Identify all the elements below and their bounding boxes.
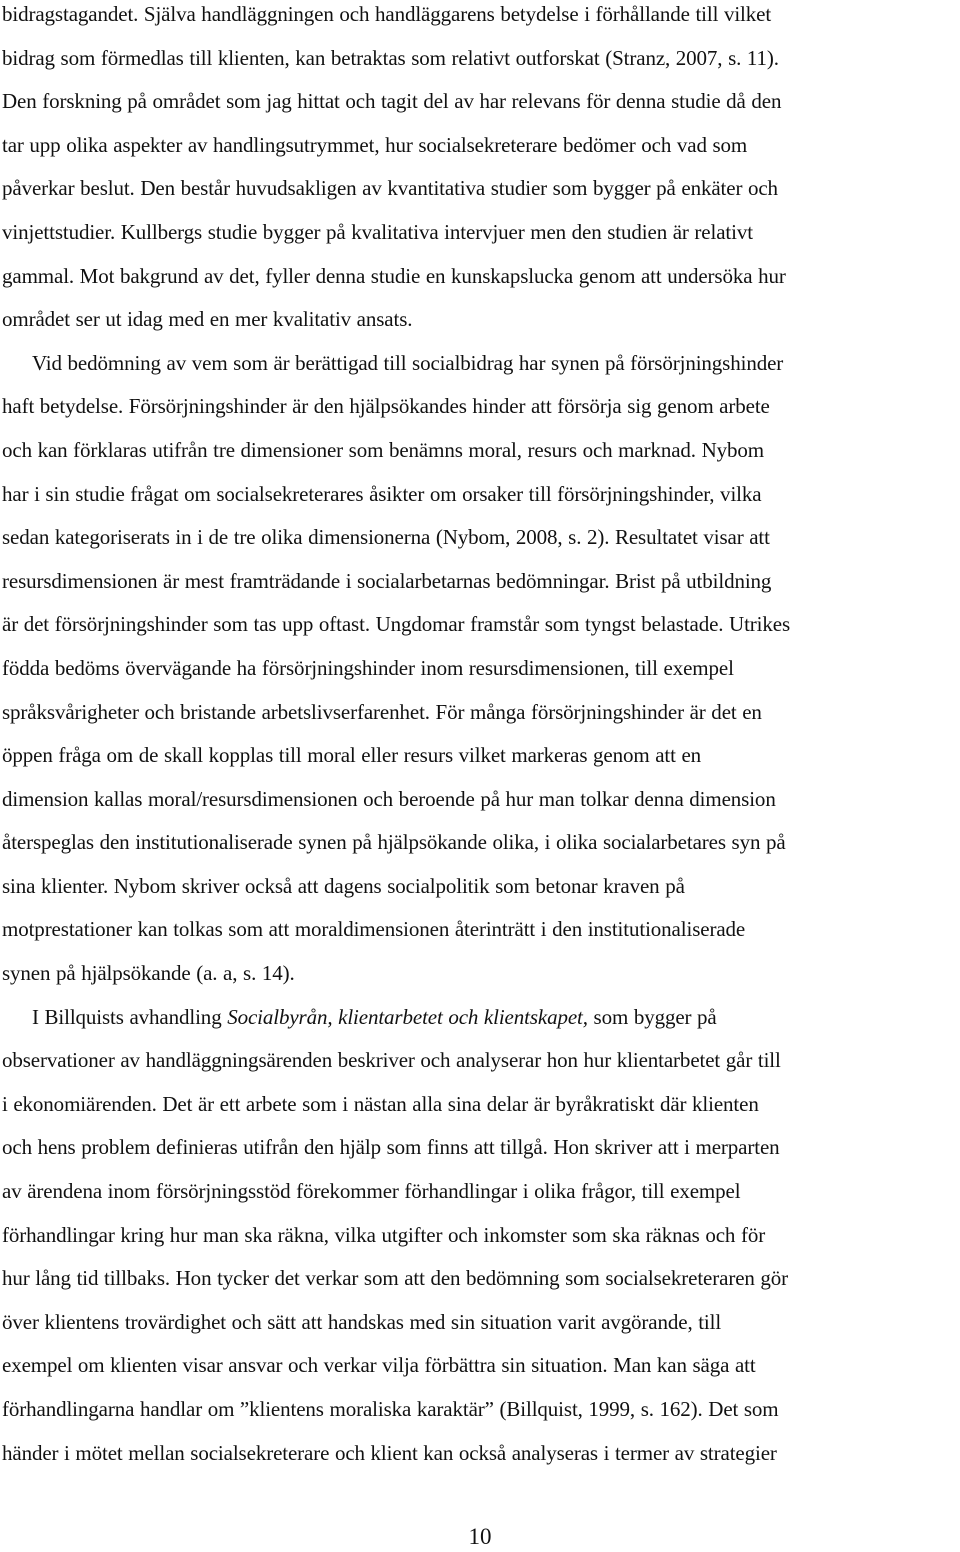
text-line: födda bedöms övervägande ha försörjningshinder inom resursdimensionen, till exempel (2, 655, 734, 680)
text-line: påverkar beslut. Den består huvudsakligen av kvantitativa studier som bygger på enkäter och (2, 176, 778, 201)
text-line: förhandlingarna handlar om ”klientens moraliska karaktär” (Billquist, 1999, s. 162). Det som (2, 1397, 779, 1421)
text-line: av ärendena inom försörjningsstöd förekommer förhandlingar i olika frågor, till exempel (2, 1179, 741, 1204)
text-line: bidragstagandet. Själva handläggningen och handläggarens betydelse i förhållande till vilket (2, 2, 772, 26)
text-line: sedan kategoriserats in i de tre olika dimensionerna (Nybom, 2008, s. 2). Resultatet visar att (2, 525, 770, 550)
page-number: 10 (468, 1524, 492, 1549)
text-line: bidrag som förmedlas till klienten, kan betraktas som relativt outforskat (Stranz, 2007, s. 11). (2, 45, 779, 70)
text-line: gammal. Mot bakgrund av det, fyller denna studie en kunskapslucka genom att undersöka hur (2, 263, 786, 288)
text-line: är det försörjningshinder som tas upp oftast. Ungdomar framstår som tyngst belastade. Utrikes (2, 612, 791, 637)
text-line: och hens problem definieras utifrån den hjälp som finns att tillgå. Hon skriver att i merparten (2, 1135, 780, 1160)
text-line: området ser ut idag med en mer kvalitativ ansats. (2, 307, 413, 332)
text-run: som bygger på (587, 1004, 717, 1029)
text-run: I Billquists avhandling (32, 1004, 228, 1029)
text-line: Den forskning på området som jag hittat och tagit del av har relevans för denna studie då den (2, 89, 782, 114)
text-line: motprestationer kan tolkas som att moraldimensionen återinträtt i den institutionaliserade (2, 917, 746, 942)
text-line: över klientens trovärdighet och sätt att handskas med sin situation varit avgörande, till (2, 1309, 722, 1334)
text-line: tar upp olika aspekter av handlingsutrymmet, hur socialsekreterare bedömer och vad som (2, 132, 748, 157)
text-line: dimension kallas moral/resursdimensionen och beroende på hur man tolkar denna dimension (2, 786, 776, 811)
text-line: haft betydelse. Försörjningshinder är den hjälpsökandes hinder att försörja sig genom arbete (2, 394, 770, 419)
book-title-italic: Socialbyrån, klientarbetet och klientskapet, (227, 1004, 588, 1029)
text-line: har i sin studie frågat om socialsekreterares åsikter om orsaker till försörjningshinder, vilka (2, 481, 762, 506)
text-line: och kan förklaras utifrån tre dimensioner som benämns moral, resurs och marknad. Nybom (2, 437, 764, 462)
text-line: händer i mötet mellan socialsekreterare och klient kan också analyseras i termer av strategier (2, 1440, 777, 1465)
text-line: språksvårigheter och bristande arbetslivserfarenhet. För många försörjningshinder är det en (2, 699, 762, 724)
text-line: resursdimensionen är mest framträdande i socialarbetarnas bedömningar. Brist på utbildning (2, 568, 772, 593)
text-line: vinjettstudier. Kullbergs studie bygger på kvalitativa intervjuer men den studien är relativt (2, 219, 753, 244)
text-line: förhandlingar kring hur man ska räkna, vilka utgifter och inkomster som ska räknas och för (2, 1222, 766, 1247)
paragraph-first-line (2, 996, 958, 1040)
text-line: öppen fråga om de skall kopplas till moral eller resurs vilket markeras genom att en (2, 743, 702, 768)
paragraph-first-line: Vid bedömning av vem som är berättigad till socialbidrag har synen på försörjningshinder (32, 350, 784, 375)
text-line: observationer av handläggningsärenden beskriver och analyserar hon hur klientarbetet går till (2, 1048, 781, 1073)
text-line: i ekonomiärenden. Det är ett arbete som i nästan alla sina delar är byråkratiskt där klienten (2, 1091, 759, 1116)
text-line: hur lång tid tillbaks. Hon tycker det verkar som att den bedömning som socialsekreteraren gör (2, 1266, 789, 1291)
text-line: återspeglas den institutionaliserade synen på hjälpsökande olika, i olika socialarbetares syn på (2, 830, 786, 855)
text-line: sina klienter. Nybom skriver också att dagens socialpolitik som betonar kraven på (2, 873, 685, 898)
text-line: synen på hjälpsökande (a. a, s. 14). (2, 961, 295, 986)
text-line: exempel om klienten visar ansvar och verkar vilja förbättra sin situation. Man kan säga att (2, 1353, 756, 1378)
body-text (2, 0, 958, 1475)
